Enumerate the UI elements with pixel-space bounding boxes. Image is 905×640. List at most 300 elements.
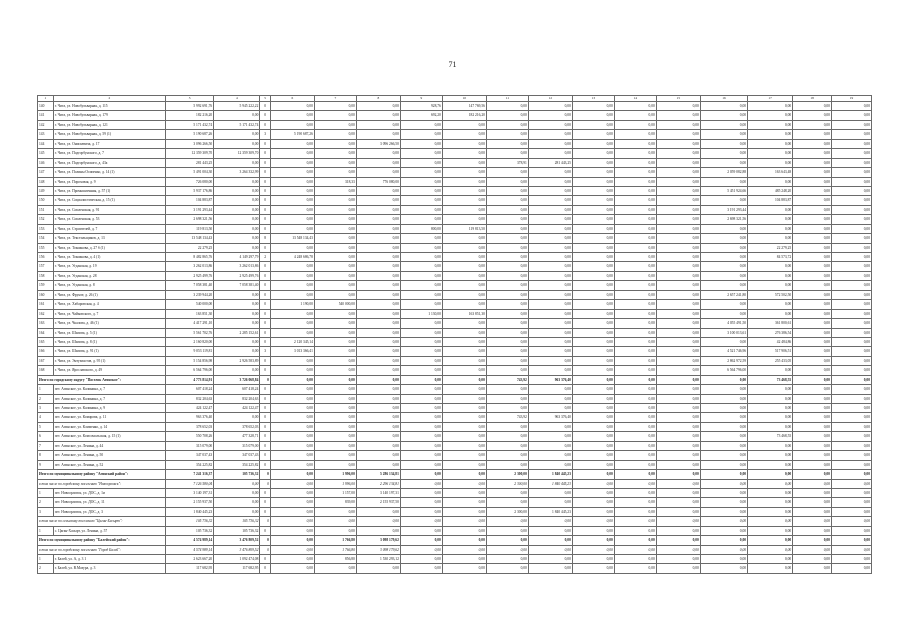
table-cell: 0,00 — [314, 460, 356, 469]
table-cell: 0,00 — [572, 422, 614, 431]
table-cell: 0,00 — [356, 526, 400, 535]
table-cell: 0,00 — [270, 432, 314, 441]
table-cell: 2 698 321,56 — [165, 215, 213, 224]
table-cell: 0,00 — [442, 328, 486, 337]
row-number: 152 — [38, 215, 54, 224]
table-cell: 0,00 — [793, 300, 832, 309]
table-cell: 0,00 — [314, 262, 356, 271]
row-number: 144 — [38, 139, 54, 148]
table-cell: 0 — [260, 215, 270, 224]
table-cell: 0,00 — [314, 451, 356, 460]
table-cell: 0,00 — [572, 347, 614, 356]
table-cell: 0 — [260, 498, 270, 507]
table-cell: 0,00 — [356, 262, 400, 271]
address-cell: г. Чита, ул. Подгорбунского, д. 7 — [53, 149, 165, 158]
table-cell: 0,00 — [528, 451, 572, 460]
table-cell: 0,00 — [528, 356, 572, 365]
table-cell: 0 — [260, 422, 270, 431]
table-cell: 0,00 — [614, 470, 656, 479]
table-cell: 0,00 — [400, 526, 442, 535]
table-cell: 0,00 — [831, 564, 871, 573]
table-cell: 0,00 — [400, 347, 442, 356]
table-cell: 0,00 — [442, 186, 486, 195]
table-cell: 0,00 — [356, 215, 400, 224]
table-cell: 2 155 937,50 — [165, 498, 213, 507]
row-number: 158 — [38, 271, 54, 280]
table-cell: 5 561 702,76 — [165, 328, 213, 337]
table-cell: 0,00 — [486, 300, 528, 309]
table-cell: 0,00 — [831, 507, 871, 516]
data-table — [37, 95, 872, 574]
table-cell: 0,00 — [528, 337, 572, 346]
table-cell: 0,00 — [356, 224, 400, 233]
table-cell: 0,00 — [442, 470, 486, 479]
table-cell: 163 643,48 — [748, 168, 793, 177]
table-cell: 0,00 — [528, 215, 572, 224]
table-cell: 0,00 — [314, 290, 356, 299]
table-cell: 0,00 — [614, 205, 656, 214]
table-cell: 0,00 — [700, 149, 747, 158]
table-cell: 0,00 — [656, 479, 700, 488]
table-cell: 0,00 — [400, 451, 442, 460]
table-cell: 0,00 — [793, 262, 832, 271]
address-cell: пгт. Агинское, ул. Ленина, д. 52 — [53, 460, 165, 469]
table-cell: 0,00 — [748, 281, 793, 290]
table-cell: 119 813,50 — [442, 224, 486, 233]
table-cell: 0,00 — [831, 215, 871, 224]
table-cell: 0,00 — [486, 149, 528, 158]
table-cell: 0,00 — [656, 102, 700, 111]
table-cell: 0,00 — [486, 139, 528, 148]
table-cell: 2 300,00 — [486, 470, 528, 479]
table-cell: 0,00 — [614, 422, 656, 431]
table-cell: 0,00 — [831, 205, 871, 214]
table-cell: 0,00 — [572, 253, 614, 262]
table-cell: 0,00 — [486, 234, 528, 243]
table-row — [38, 234, 872, 243]
row-number: 1 — [38, 555, 54, 564]
table-cell: 0 — [260, 536, 270, 545]
table-cell: 0,00 — [400, 196, 442, 205]
table-cell: 0,00 — [400, 186, 442, 195]
table-cell: 0,00 — [614, 300, 656, 309]
table-cell: 0,00 — [748, 139, 793, 148]
table-cell: 0 — [260, 441, 270, 450]
table-cell: 0,00 — [793, 186, 832, 195]
column-number: 14 — [614, 96, 656, 102]
table-cell: 0 — [260, 404, 270, 413]
table-cell: 0,00 — [214, 366, 260, 375]
table-cell: 0,00 — [270, 404, 314, 413]
table-cell: 0,00 — [748, 158, 793, 167]
table-cell: 0,00 — [528, 262, 572, 271]
table-cell: 0,00 — [656, 177, 700, 186]
table-cell: 0,00 — [793, 215, 832, 224]
table-cell: 0,00 — [572, 526, 614, 535]
table-cell: 5 451 924,66 — [700, 186, 747, 195]
table-cell: 0 — [260, 111, 270, 120]
table-cell: 4 773 814,91 — [165, 375, 213, 384]
table-cell: 0,00 — [214, 158, 260, 167]
table-cell: 0,00 — [214, 290, 260, 299]
table-cell: 0,00 — [356, 196, 400, 205]
table-cell: 0,00 — [486, 290, 528, 299]
column-number: 10 — [442, 96, 486, 102]
table-cell: 0,00 — [486, 498, 528, 507]
table-cell: 0,00 — [528, 102, 572, 111]
table-cell: 0,00 — [748, 234, 793, 243]
column-number: 4 — [214, 96, 260, 102]
table-cell: 0,00 — [614, 328, 656, 337]
table-cell: 3 098 179,62 — [356, 545, 400, 554]
table-cell: 276 386,54 — [748, 328, 793, 337]
table-cell: 0,00 — [793, 422, 832, 431]
column-number: 11 — [486, 96, 528, 102]
table-cell: 0,00 — [528, 130, 572, 139]
table-cell: 315 079,00 — [165, 441, 213, 450]
table-cell: 0,00 — [442, 404, 486, 413]
table-cell: 0,00 — [700, 243, 747, 252]
table-cell: 0,00 — [400, 366, 442, 375]
table-cell: 0,00 — [748, 441, 793, 450]
table-cell: 0,00 — [614, 526, 656, 535]
table-cell: 1 766,80 — [314, 545, 356, 554]
table-cell: 0,00 — [442, 130, 486, 139]
table-cell: 0,00 — [442, 432, 486, 441]
table-cell: 22 279,25 — [165, 243, 213, 252]
table-cell: 692,20 — [400, 111, 442, 120]
table-row — [38, 413, 872, 422]
table-cell: 0,00 — [486, 555, 528, 564]
table-cell: 485 248,20 — [748, 186, 793, 195]
table-cell: 0,00 — [214, 224, 260, 233]
table-cell: 0 — [260, 300, 270, 309]
address-cell: г. Чита, ул. Угданская, д. 19 — [53, 262, 165, 271]
table-cell: 0,00 — [700, 375, 747, 384]
table-cell: 0,00 — [614, 394, 656, 403]
table-cell: 0,00 — [572, 234, 614, 243]
table-cell: 0,00 — [486, 224, 528, 233]
table-cell: 0,00 — [356, 328, 400, 337]
row-number: 162 — [38, 309, 54, 318]
table-cell: 0,00 — [656, 507, 700, 516]
row-number: 148 — [38, 177, 54, 186]
table-cell: 0,00 — [528, 564, 572, 573]
table-cell: 73 468,55 — [748, 375, 793, 384]
table-cell: 0,00 — [793, 488, 832, 497]
table-cell: 0,00 — [400, 281, 442, 290]
table-cell: 0 — [260, 507, 270, 516]
table-cell: 5 190 687,26 — [165, 130, 213, 139]
table-cell: 0,00 — [748, 102, 793, 111]
table-cell: 12 359 309,70 — [165, 149, 213, 158]
table-cell: 0,00 — [356, 366, 400, 375]
table-cell: 2 925 499,76 — [165, 271, 213, 280]
address-cell: пгт. Агинское, ул. Ленина, д. 50 — [53, 451, 165, 460]
row-number: 4 — [38, 413, 54, 422]
table-cell: 0,00 — [442, 215, 486, 224]
table-cell: 0,00 — [656, 111, 700, 120]
table-cell: 0,00 — [700, 309, 747, 318]
table-cell: 22 279,25 — [748, 243, 793, 252]
table-cell: 0,00 — [270, 422, 314, 431]
table-cell: 0,00 — [528, 328, 572, 337]
table-cell: 0,00 — [356, 347, 400, 356]
table-cell: 0,00 — [793, 196, 832, 205]
table-cell: 0,00 — [656, 281, 700, 290]
table-cell: 0,00 — [793, 394, 832, 403]
table-cell: 0,00 — [614, 451, 656, 460]
table-cell: 0,00 — [314, 253, 356, 262]
table-cell: 0,00 — [656, 262, 700, 271]
table-cell: 607 418,24 — [165, 385, 213, 394]
table-cell: 0,00 — [700, 337, 747, 346]
row-number: 146 — [38, 158, 54, 167]
table-cell: 0,00 — [270, 149, 314, 158]
table-cell: 0,00 — [793, 347, 832, 356]
table-cell: 0,00 — [442, 517, 486, 526]
table-cell: 0,00 — [793, 385, 832, 394]
table-cell: 0,00 — [700, 253, 747, 262]
table-cell: 3 — [260, 130, 270, 139]
table-cell: 0,00 — [486, 385, 528, 394]
table-cell: 0,00 — [748, 366, 793, 375]
table-cell: 0,00 — [400, 337, 442, 346]
table-cell: 0,00 — [356, 507, 400, 516]
table-cell: 0,00 — [442, 555, 486, 564]
table-cell: 0,00 — [442, 526, 486, 535]
table-cell: 832 204,63 — [214, 394, 260, 403]
table-cell: 0,00 — [356, 432, 400, 441]
address-cell: пгт. Агинское, ул. Калинина, д. 7 — [53, 394, 165, 403]
row-number: 2 — [38, 564, 54, 573]
table-cell: 0,00 — [656, 196, 700, 205]
table-row — [38, 507, 872, 516]
table-cell: 0 — [260, 479, 270, 488]
table-cell: 0,00 — [700, 507, 747, 516]
table-cell: 0,00 — [270, 262, 314, 271]
address-cell: г. Чита, ул. Хабаровская, д. 4 — [53, 300, 165, 309]
table-cell: 0,00 — [831, 337, 871, 346]
table-cell: 3 476 809,52 — [214, 536, 260, 545]
table-cell: 0,00 — [748, 555, 793, 564]
table-cell: 0,00 — [831, 130, 871, 139]
table-cell: 0,00 — [400, 422, 442, 431]
table-cell: 0,00 — [831, 356, 871, 365]
table-cell: 0,00 — [270, 413, 314, 422]
table-cell: 0,00 — [831, 158, 871, 167]
table-cell: 963 376,40 — [165, 413, 213, 422]
table-cell: 0,00 — [700, 422, 747, 431]
table-cell: 0,00 — [656, 234, 700, 243]
table-cell: 0,00 — [614, 139, 656, 148]
table-cell: 0,00 — [793, 413, 832, 422]
table-cell: 0,00 — [314, 507, 356, 516]
column-number: 1 — [38, 96, 54, 102]
table-row — [38, 139, 872, 148]
table-cell: 3 476 809,52 — [214, 545, 260, 554]
address-cell: г. Чита, ул. Социалистическая, д. 15 (1) — [53, 196, 165, 205]
table-cell: 0,00 — [614, 102, 656, 111]
table-cell: 0,00 — [748, 507, 793, 516]
table-cell: 0,00 — [270, 139, 314, 148]
table-cell: 0,00 — [748, 215, 793, 224]
table-cell: 0,00 — [793, 168, 832, 177]
table-cell: 0,00 — [528, 526, 572, 535]
table-cell: 0,00 — [793, 281, 832, 290]
table-cell: 0,00 — [442, 488, 486, 497]
table-cell: 0,00 — [528, 300, 572, 309]
row-number: 6 — [38, 432, 54, 441]
table-cell: 0,00 — [270, 498, 314, 507]
table-cell: 0,00 — [831, 224, 871, 233]
table-cell: 0,00 — [486, 564, 528, 573]
table-cell: 0,00 — [356, 337, 400, 346]
table-cell: 378 652,03 — [165, 422, 213, 431]
table-cell: 0,00 — [793, 545, 832, 554]
table-cell: 0,00 — [214, 498, 260, 507]
table-cell: 0,00 — [656, 205, 700, 214]
table-cell: 0,00 — [700, 130, 747, 139]
table-cell: 119 813,50 — [165, 224, 213, 233]
table-cell: 104 883,87 — [748, 196, 793, 205]
table-row — [38, 470, 872, 479]
table-cell: 0,00 — [442, 479, 486, 488]
table-cell: 0,00 — [748, 205, 793, 214]
table-cell: 0,00 — [400, 215, 442, 224]
table-cell: 182 216,20 — [442, 111, 486, 120]
table-cell: 0,00 — [572, 545, 614, 554]
table-cell: 3 098 179,62 — [356, 536, 400, 545]
table-cell: 0,00 — [270, 309, 314, 318]
table-cell: 0,00 — [270, 290, 314, 299]
table-cell: 0,00 — [831, 328, 871, 337]
table-cell: 105 736,32 — [165, 517, 213, 526]
table-cell: 0,00 — [400, 168, 442, 177]
table-cell: 0,00 — [831, 422, 871, 431]
address-cell: г. Чита, ул. Фрунзе, д. 26 (1) — [53, 290, 165, 299]
column-number: 5 — [260, 96, 270, 102]
table-cell: 3 262 013,86 — [165, 262, 213, 271]
table-cell: 0,00 — [442, 300, 486, 309]
table-cell: 0,00 — [486, 404, 528, 413]
table-cell: 0,00 — [356, 111, 400, 120]
table-cell: 0,00 — [572, 215, 614, 224]
table-cell: 2 926 583,89 — [214, 356, 260, 365]
table-cell: 0,00 — [614, 375, 656, 384]
table-cell: 0,00 — [572, 196, 614, 205]
table-cell: 0,00 — [831, 526, 871, 535]
table-cell: 1 157,00 — [314, 488, 356, 497]
table-cell: 0,00 — [486, 271, 528, 280]
table-cell: 0,00 — [614, 111, 656, 120]
table-cell: 0,00 — [831, 186, 871, 195]
table-cell: 0,00 — [748, 498, 793, 507]
table-cell: 0,00 — [400, 234, 442, 243]
table-cell: 5 286 134,81 — [356, 470, 400, 479]
table-cell: 0,00 — [614, 356, 656, 365]
table-cell: 0,00 — [748, 271, 793, 280]
address-cell: г. Чита, ул. Ярославского, д. 49 — [53, 366, 165, 375]
table-cell: 105 736,32 — [165, 526, 213, 535]
table-cell: 4 055 491,50 — [700, 319, 747, 328]
address-cell: пгт. Агинское, ул. Клименко, д. 14 — [53, 422, 165, 431]
table-cell: 0,00 — [700, 158, 747, 167]
row-number: 143 — [38, 130, 54, 139]
address-cell: г. Чита, ул. Новобульварная, д. 115 — [53, 102, 165, 111]
table-cell: 0,00 — [748, 120, 793, 129]
table-cell: 0,00 — [700, 102, 747, 111]
table-cell: 0,00 — [486, 186, 528, 195]
table-cell: 0,00 — [572, 507, 614, 516]
table-cell: 0,00 — [614, 432, 656, 441]
table-cell: 0,00 — [214, 479, 260, 488]
address-cell: г. Чита, ул. Промышленная, д. 57 (1) — [53, 186, 165, 195]
table-cell: 0,00 — [400, 488, 442, 497]
summary-label: Итого по городскому округу "Поселок Агинское": — [38, 375, 166, 384]
table-cell: 0,00 — [656, 422, 700, 431]
table-cell: 5 154 856,98 — [165, 356, 213, 365]
table-cell: 0,00 — [831, 432, 871, 441]
address-cell: г. Чита, ул. Угданская, д. 28 — [53, 271, 165, 280]
table-cell: 9 053 119,81 — [165, 347, 213, 356]
table-cell: 0,00 — [748, 488, 793, 497]
table-cell: 147 769,56 — [442, 102, 486, 111]
table-cell: 0,00 — [528, 347, 572, 356]
table-cell: 0,00 — [486, 120, 528, 129]
table-row — [38, 111, 872, 120]
table-cell: 3 264 332,99 — [214, 168, 260, 177]
table-row — [38, 300, 872, 309]
table-row — [38, 243, 872, 252]
table-cell: 0,00 — [356, 149, 400, 158]
table-cell: 0,00 — [793, 460, 832, 469]
row-number: 1 — [38, 488, 54, 497]
table-cell: 0,00 — [314, 319, 356, 328]
table-cell: 0,00 — [400, 356, 442, 365]
table-cell: 0 — [260, 224, 270, 233]
table-cell: 0,00 — [400, 262, 442, 271]
table-cell: 0,00 — [356, 451, 400, 460]
table-row — [38, 215, 872, 224]
summary-label: в том числе по сельскому поселению "Цаган-Хасырт": — [38, 517, 166, 526]
table-cell: 1 130,00 — [400, 309, 442, 318]
table-cell: 0,00 — [572, 498, 614, 507]
table-cell: 0,00 — [528, 186, 572, 195]
table-cell: 0,00 — [614, 253, 656, 262]
row-number: 2 — [38, 498, 54, 507]
table-cell: 0,00 — [748, 130, 793, 139]
row-number: 165 — [38, 337, 54, 346]
address-cell: г. Чита, ул. Чайковского, д. 7 — [53, 309, 165, 318]
table-cell: 0,00 — [270, 375, 314, 384]
table-cell: 0,00 — [614, 149, 656, 158]
table-cell: 0,00 — [270, 451, 314, 460]
address-cell: пгт. Новоорловск, ул. ДОС, д. 11 — [53, 498, 165, 507]
table-row — [38, 422, 872, 431]
table-cell: 0,00 — [700, 234, 747, 243]
table-cell: 0,00 — [614, 366, 656, 375]
table-cell: 550 708,26 — [165, 432, 213, 441]
table-cell: 0,00 — [270, 366, 314, 375]
row-number: 154 — [38, 234, 54, 243]
table-cell: 0,00 — [528, 545, 572, 554]
table-cell: 0,00 — [614, 347, 656, 356]
table-cell: 0,00 — [486, 130, 528, 139]
table-cell: 0,00 — [572, 385, 614, 394]
table-cell: 0,00 — [528, 366, 572, 375]
table-cell: 0,00 — [656, 555, 700, 564]
